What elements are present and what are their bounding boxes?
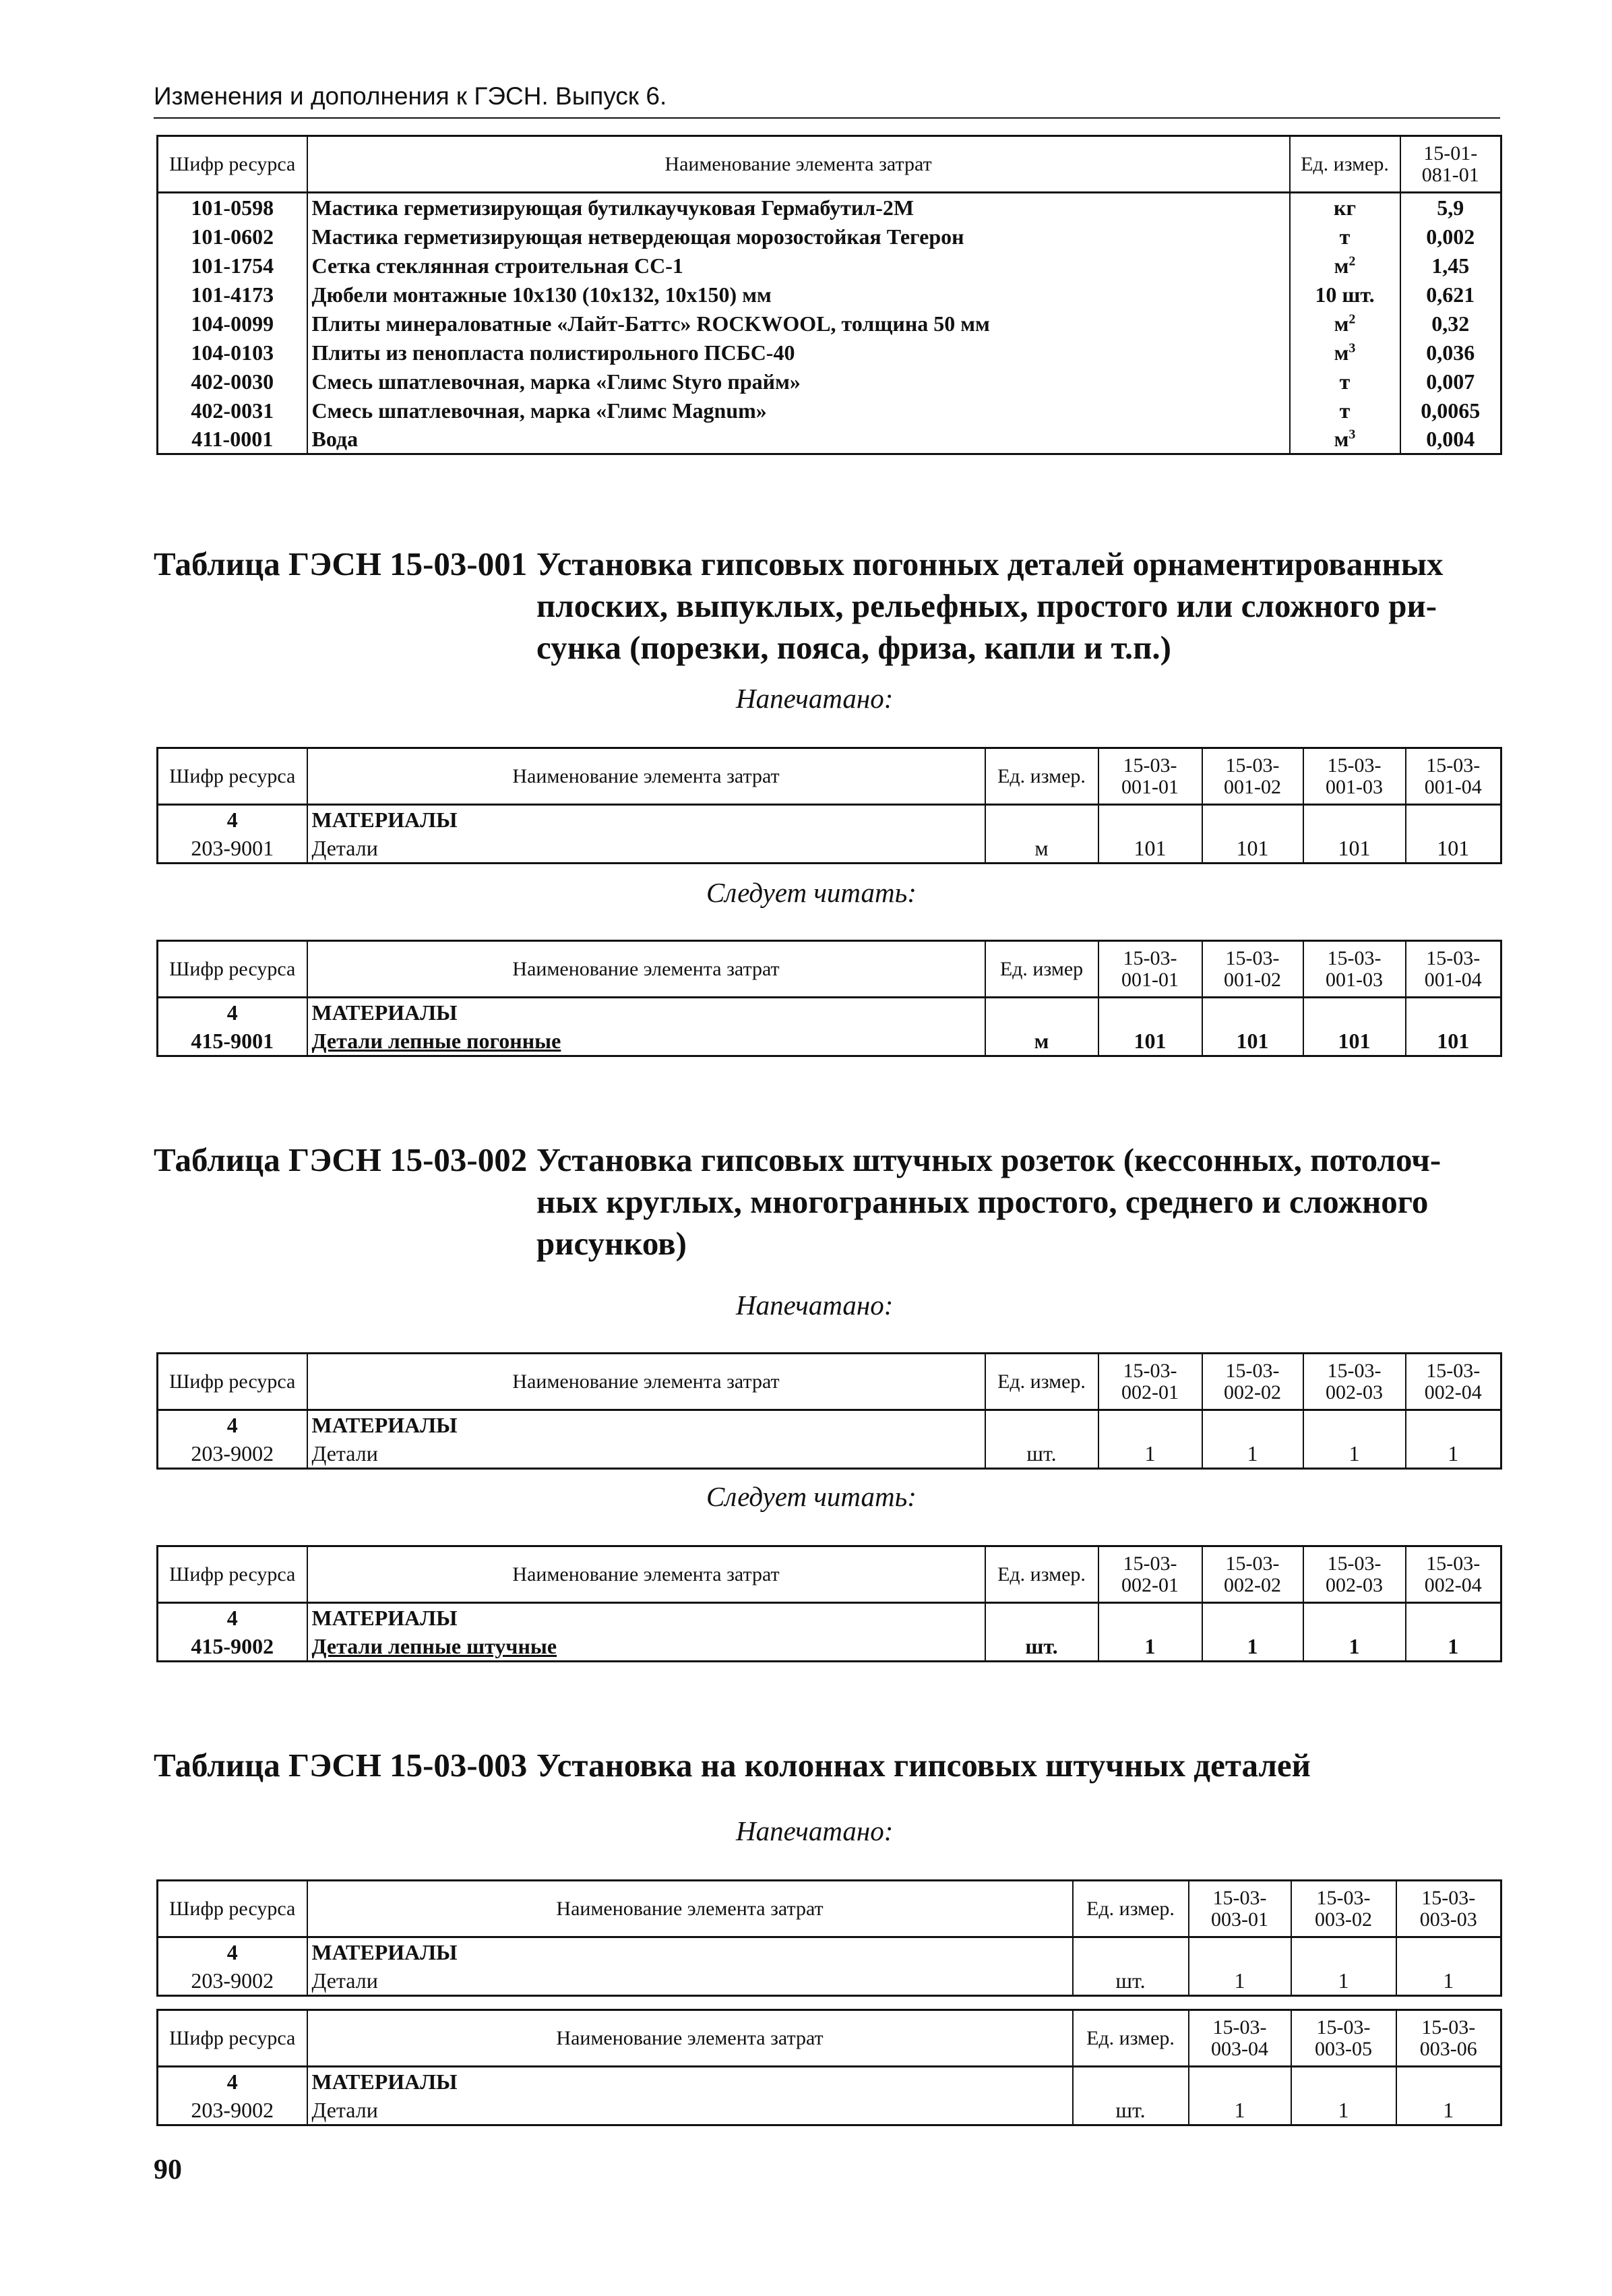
table-header-row (158, 1354, 1501, 1410)
table-row (158, 1966, 1501, 1996)
resource-name: Сетка стеклянная строительная СС-1 (307, 251, 1290, 280)
header-norm: 15-03- 001-04 (1406, 941, 1501, 998)
resource-unit: т (1290, 367, 1400, 396)
empty-cell (1406, 1410, 1501, 1440)
header-code: Шифр ресурса (158, 1546, 307, 1603)
section-title-line: рисунков) (536, 1225, 687, 1262)
resource-name: Мастика герметизирующая нетвердеющая морозостойкая Тегерон (307, 222, 1290, 251)
header-unit: Ед. измер. (1290, 136, 1400, 193)
resource-name: Детали (307, 2096, 1073, 2125)
norm-value: 1 (1189, 2096, 1291, 2125)
group-name: МАТЕРИАЛЫ (307, 2067, 1073, 2096)
norm-value: 101 (1303, 834, 1406, 864)
resource-unit (1290, 309, 1400, 338)
resource-code: 101-0602 (191, 224, 274, 249)
table-row (158, 193, 1501, 222)
header-norm: 15-03- 003-06 (1396, 2010, 1501, 2067)
table-row (158, 222, 1501, 251)
section-title-prefix: Таблица ГЭСН 15-03-003 (154, 1747, 528, 1784)
empty-cell (1073, 2067, 1189, 2096)
header-name: Наименование элемента затрат (307, 2010, 1073, 2067)
resource-name: Детали (307, 1439, 985, 1469)
header-norm: 15-03- 002-02 (1202, 1354, 1303, 1410)
norm-value: 101 (1202, 834, 1303, 864)
section-title-line: Установка гипсовых штучных розеток (кессонных, потолоч- (536, 1141, 1442, 1178)
printed-table (156, 2009, 1502, 2126)
norm-value: 1 (1396, 2096, 1501, 2125)
header-norm: 15-03- 002-01 (1098, 1354, 1202, 1410)
norm-value: 5,9 (1400, 193, 1501, 222)
group-row (158, 1603, 1501, 1633)
header-norm: 15-01- 081-01 (1400, 136, 1501, 193)
table-row (158, 834, 1501, 864)
table-row (158, 1632, 1501, 1662)
norm-value: 101 (1406, 834, 1501, 864)
header-code: Шифр ресурса (158, 136, 307, 193)
resource-name: Мастика герметизирующая бутилкаучуковая Гермабутил-2М (307, 193, 1290, 222)
norm-value: 101 (1303, 1027, 1406, 1056)
header-name: Наименование элемента затрат (307, 748, 985, 805)
norm-value: 0,007 (1400, 367, 1501, 396)
header-name: Наименование элемента затрат (307, 941, 985, 998)
section-title-prefix: Таблица ГЭСН 15-03-001 (154, 545, 528, 582)
printed-label: Напечатано: (736, 1290, 894, 1321)
resource-code: 203-9002 (191, 1968, 274, 1993)
norm-value: 1 (1396, 1966, 1501, 1996)
resource-unit: т (1290, 396, 1400, 425)
norm-value: 101 (1202, 1027, 1303, 1056)
norm-value: 101 (1098, 1027, 1202, 1056)
empty-cell (985, 1410, 1098, 1440)
resource-code: 203-9001 (191, 836, 274, 860)
empty-cell (1098, 998, 1202, 1027)
group-code: 4 (226, 1606, 238, 1630)
resource-table (156, 135, 1502, 455)
table-row (158, 280, 1501, 309)
resource-name: Плиты из пенопласта полистирольного ПСБС-40 (307, 338, 1290, 367)
header-code: Шифр ресурса (158, 1881, 307, 1937)
empty-cell (1303, 1603, 1406, 1633)
header-name: Наименование элемента затрат (307, 1881, 1073, 1937)
empty-cell (1202, 805, 1303, 835)
unit-exponent: 3 (1348, 340, 1356, 355)
resource-name: Детали (307, 1966, 1073, 1996)
resource-name: Детали лепные штучные (307, 1632, 985, 1662)
empty-cell (1396, 1937, 1501, 1967)
resource-code: 411-0001 (191, 427, 274, 451)
unit-exponent: 2 (1348, 253, 1356, 268)
unit-base: м (1334, 340, 1349, 365)
printed-table (156, 747, 1502, 864)
resource-name: Смесь шпатлевочная, марка «Глимс Magnum» (307, 396, 1290, 425)
table-row (158, 2096, 1501, 2125)
empty-cell (1189, 2067, 1291, 2096)
norm-value: 0,002 (1400, 222, 1501, 251)
resource-unit: шт. (985, 1439, 1098, 1469)
section-title-2 (154, 1139, 1441, 1265)
header-norm: 15-03- 002-03 (1303, 1354, 1406, 1410)
empty-cell (1406, 998, 1501, 1027)
header-name: Наименование элемента затрат (307, 1546, 985, 1603)
header-norm: 15-03- 001-01 (1098, 941, 1202, 998)
header-norm: 15-03- 001-01 (1098, 748, 1202, 805)
header-norm: 15-03- 003-01 (1189, 1881, 1291, 1937)
resource-name: Вода (307, 425, 1290, 454)
unit-base: м (1334, 311, 1349, 336)
resource-code: 203-9002 (191, 2098, 274, 2122)
table-row (158, 251, 1501, 280)
resource-unit (1290, 338, 1400, 367)
header-code: Шифр ресурса (158, 1354, 307, 1410)
header-norm: 15-03- 002-02 (1202, 1546, 1303, 1603)
resource-name: Детали лепные погонные (307, 1027, 985, 1056)
should-read-label: Следует читать: (706, 877, 917, 908)
group-row (158, 1410, 1501, 1440)
header-name: Наименование элемента затрат (307, 136, 1290, 193)
norm-value: 1 (1202, 1632, 1303, 1662)
printed-table (156, 1879, 1502, 1997)
printed-table (156, 1352, 1502, 1470)
norm-value: 0,621 (1400, 280, 1501, 309)
norm-value: 0,0065 (1400, 396, 1501, 425)
header-norm: 15-03- 001-04 (1406, 748, 1501, 805)
resource-code: 415-9002 (191, 1634, 274, 1658)
resource-unit: м (985, 1027, 1098, 1056)
section-title-prefix: Таблица ГЭСН 15-03-002 (154, 1141, 528, 1178)
table-header-row (158, 136, 1501, 193)
empty-cell (1303, 998, 1406, 1027)
resource-unit: шт. (985, 1632, 1098, 1662)
should-read-label: Следует читать: (706, 1481, 917, 1512)
empty-cell (1098, 1410, 1202, 1440)
resource-code: 402-0031 (191, 398, 274, 423)
empty-cell (1098, 805, 1202, 835)
table-header-row (158, 748, 1501, 805)
norm-value: 0,004 (1400, 425, 1501, 454)
resource-code: 104-0099 (191, 311, 274, 336)
section-title-line: ных круглых, многогранных простого, среднего и сложного (536, 1183, 1429, 1220)
resource-code: 402-0030 (191, 369, 274, 394)
corrected-table (156, 940, 1502, 1057)
header-code: Шифр ресурса (158, 2010, 307, 2067)
group-row (158, 2067, 1501, 2096)
resource-unit: шт. (1073, 2096, 1189, 2125)
header-norm: 15-03- 001-02 (1202, 748, 1303, 805)
resource-unit: т (1290, 222, 1400, 251)
empty-cell (1073, 1937, 1189, 1967)
empty-cell (1202, 1410, 1303, 1440)
resource-unit (1290, 425, 1400, 454)
resource-name: Детали (307, 834, 985, 864)
table-row (158, 1439, 1501, 1469)
header-norm: 15-03- 001-03 (1303, 748, 1406, 805)
header-unit: Ед. измер. (985, 748, 1098, 805)
empty-cell (1406, 1603, 1501, 1633)
group-code: 4 (226, 808, 238, 832)
group-name: МАТЕРИАЛЫ (307, 1937, 1073, 1967)
unit-exponent: 3 (1348, 427, 1356, 442)
resource-code: 101-1754 (191, 253, 274, 278)
resource-code: 104-0103 (191, 340, 274, 365)
empty-cell (1189, 1937, 1291, 1967)
section-title-3 (154, 1745, 1311, 1786)
page-number: 90 (154, 2154, 182, 2185)
group-row (158, 998, 1501, 1027)
norm-value: 1 (1202, 1439, 1303, 1469)
empty-cell (1291, 2067, 1396, 2096)
section-title-line: сунка (порезки, пояса, фриза, капли и т.п.) (536, 629, 1171, 666)
resource-unit: м (985, 834, 1098, 864)
resource-code: 101-4173 (191, 282, 274, 307)
page-header: Изменения и дополнения к ГЭСН. Выпуск 6. (154, 82, 667, 110)
resource-unit: кг (1290, 193, 1400, 222)
resource-unit: 10 шт. (1290, 280, 1400, 309)
resource-code: 203-9002 (191, 1441, 274, 1466)
header-norm: 15-03- 003-05 (1291, 2010, 1396, 2067)
group-code: 4 (226, 1940, 238, 1964)
header-norm: 15-03- 001-02 (1202, 941, 1303, 998)
empty-cell (985, 998, 1098, 1027)
header-unit: Ед. измер. (1073, 1881, 1189, 1937)
norm-value: 1,45 (1400, 251, 1501, 280)
header-unit: Ед. измер. (985, 1546, 1098, 1603)
header-code: Шифр ресурса (158, 941, 307, 998)
header-unit: Ед. измер. (985, 1354, 1098, 1410)
table-row (158, 309, 1501, 338)
norm-value: 0,036 (1400, 338, 1501, 367)
table-row (158, 367, 1501, 396)
header-norm: 15-03- 003-04 (1189, 2010, 1291, 2067)
table-header-row (158, 1881, 1501, 1937)
resource-name: Плиты минераловатные «Лайт-Баттс» ROCKWOOL, толщина 50 мм (307, 309, 1290, 338)
group-code: 4 (226, 1000, 238, 1025)
group-name: МАТЕРИАЛЫ (307, 805, 985, 835)
norm-value: 1 (1098, 1439, 1202, 1469)
group-code: 4 (226, 2070, 238, 2094)
norm-value: 1 (1098, 1632, 1202, 1662)
empty-cell (1406, 805, 1501, 835)
group-code: 4 (226, 1413, 238, 1437)
printed-label: Напечатано: (736, 1815, 894, 1846)
unit-base: м (1334, 253, 1349, 278)
section-title-1 (154, 543, 1443, 669)
table-row (158, 1027, 1501, 1056)
empty-cell (1396, 2067, 1501, 2096)
norm-value: 0,32 (1400, 309, 1501, 338)
section-title-line: Установка на колоннах гипсовых штучных деталей (536, 1747, 1311, 1784)
empty-cell (1202, 998, 1303, 1027)
header-name: Наименование элемента затрат (307, 1354, 985, 1410)
group-name: МАТЕРИАЛЫ (307, 1603, 985, 1633)
header-unit: Ед. измер. (1073, 2010, 1189, 2067)
empty-cell (1291, 1937, 1396, 1967)
resource-code: 101-0598 (191, 195, 274, 220)
norm-value: 1 (1189, 1966, 1291, 1996)
empty-cell (985, 805, 1098, 835)
norm-value: 101 (1406, 1027, 1501, 1056)
header-rule (154, 117, 1500, 119)
empty-cell (985, 1603, 1098, 1633)
empty-cell (1202, 1603, 1303, 1633)
header-norm: 15-03- 002-01 (1098, 1546, 1202, 1603)
resource-name: Дюбели монтажные 10х130 (10х132, 10х150) мм (307, 280, 1290, 309)
group-row (158, 1937, 1501, 1967)
header-norm: 15-03- 003-03 (1396, 1881, 1501, 1937)
table-row (158, 338, 1501, 367)
header-norm: 15-03- 003-02 (1291, 1881, 1396, 1937)
group-row (158, 805, 1501, 835)
norm-value: 101 (1098, 834, 1202, 864)
table-row (158, 396, 1501, 425)
header-norm: 15-03- 002-03 (1303, 1546, 1406, 1603)
table-header-row (158, 2010, 1501, 2067)
resource-unit: шт. (1073, 1966, 1189, 1996)
norm-value: 1 (1406, 1632, 1501, 1662)
table-header-row (158, 1546, 1501, 1603)
empty-cell (1303, 805, 1406, 835)
section-title-line: Установка гипсовых погонных деталей орнаментированных (536, 545, 1444, 582)
header-norm: 15-03- 002-04 (1406, 1546, 1501, 1603)
resource-unit (1290, 251, 1400, 280)
resource-name: Смесь шпатлевочная, марка «Глимс Styro прайм» (307, 367, 1290, 396)
unit-base: м (1334, 427, 1349, 451)
group-name: МАТЕРИАЛЫ (307, 998, 985, 1027)
norm-value: 1 (1303, 1439, 1406, 1469)
empty-cell (1303, 1410, 1406, 1440)
header-code: Шифр ресурса (158, 748, 307, 805)
section-title-line: плоских, выпуклых, рельефных, простого или сложного ри- (536, 587, 1437, 624)
table-row (158, 425, 1501, 454)
unit-exponent: 2 (1348, 311, 1356, 326)
header-unit: Ед. измер (985, 941, 1098, 998)
header-norm: 15-03- 001-03 (1303, 941, 1406, 998)
corrected-table (156, 1545, 1502, 1662)
table-header-row (158, 941, 1501, 998)
norm-value: 1 (1291, 2096, 1396, 2125)
empty-cell (1098, 1603, 1202, 1633)
norm-value: 1 (1291, 1966, 1396, 1996)
resource-code: 415-9001 (191, 1029, 274, 1053)
printed-label: Напечатано: (736, 683, 894, 714)
norm-value: 1 (1303, 1632, 1406, 1662)
norm-value: 1 (1406, 1439, 1501, 1469)
group-name: МАТЕРИАЛЫ (307, 1410, 985, 1440)
header-norm: 15-03- 002-04 (1406, 1354, 1501, 1410)
